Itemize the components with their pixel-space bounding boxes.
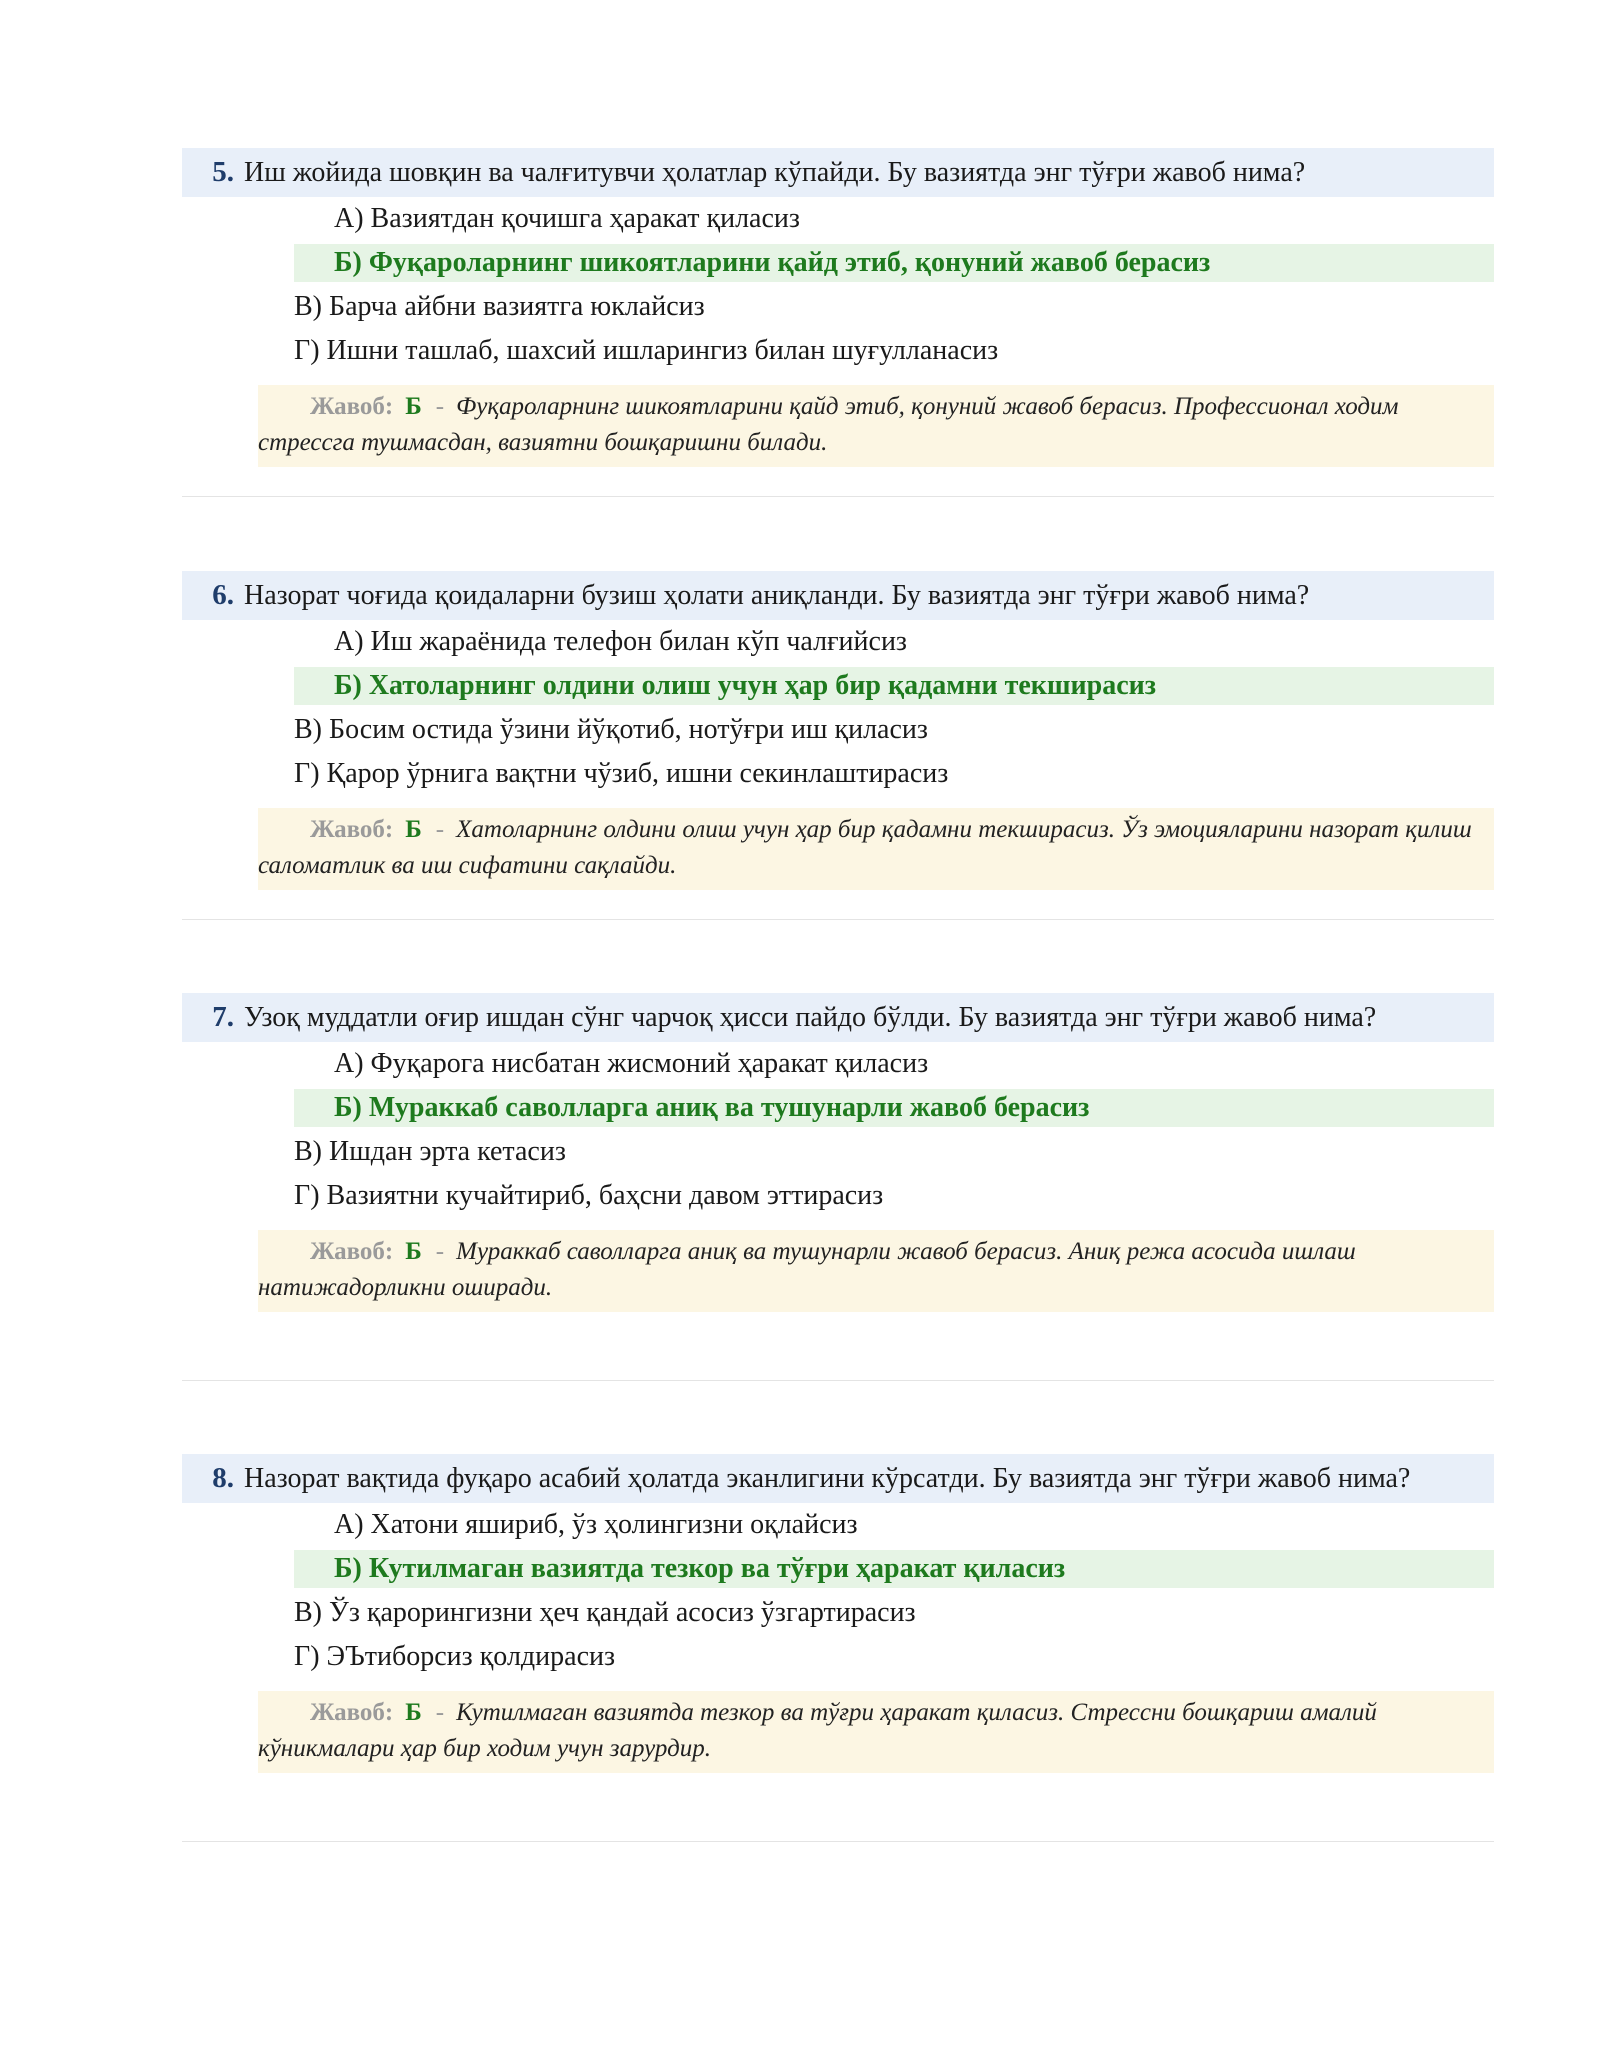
- question-text: Узоқ муддатли оғир ишдан сўнг чарчоқ ҳисси пайдо бўлди. Бу вазиятда энг тўғри жавоб нима?: [244, 1002, 1377, 1033]
- question-number: 8.: [212, 1462, 234, 1494]
- option-c: В) Ўз қарорингизни ҳеч қандай асосиз ўзгартирасиз: [294, 1597, 916, 1628]
- section-divider: [182, 1380, 1494, 1381]
- answer-text: Фуқароларнинг шикоятларини қайд этиб, қонуний жавоб берасиз. Профессионал ходим стрессга тушмасдан, вазиятни бошқаришни билади.: [258, 393, 1399, 456]
- answer-label: Жавоб:: [310, 393, 394, 420]
- option-a: А) Хатони яшириб, ўз ҳолингизни оқлайсиз: [334, 1509, 858, 1540]
- answer-dash: -: [435, 816, 445, 843]
- question-number: 6.: [212, 579, 234, 611]
- answer-text: Мураккаб саволларга аниқ ва тушунарли жавоб берасиз. Аниқ режа асосида ишлаш натижадорликни оширади.: [258, 1238, 1356, 1301]
- answer-box: [258, 1691, 1494, 1773]
- question-text: Иш жойида шовқин ва чалғитувчи ҳолатлар кўпайди. Бу вазиятда энг тўғри жавоб нима?: [244, 157, 1306, 188]
- answer-label: Жавоб:: [310, 1238, 394, 1265]
- question-5: [182, 148, 1494, 467]
- option-a: А) Иш жараёнида телефон билан кўп чалғийсиз: [334, 626, 907, 657]
- question-text: Назорат вақтида фуқаро асабий ҳолатда эканлигини кўрсатди. Бу вазиятда энг тўғри жавоб нима?: [244, 1463, 1411, 1494]
- answer-box: [258, 808, 1494, 890]
- answer-label: Жавоб:: [310, 1699, 394, 1726]
- section-divider: [182, 496, 1494, 497]
- answer-dash: -: [435, 1238, 445, 1265]
- section-divider: [182, 919, 1494, 920]
- question-8: [182, 1454, 1494, 1773]
- option-b-correct: Б) Мураккаб саволларга аниқ ва тушунарли жавоб берасиз: [294, 1089, 1494, 1127]
- option-d: Г) Қарор ўрнига вақтни чўзиб, ишни секинлаштирасиз: [294, 758, 949, 789]
- question-7: [182, 993, 1494, 1312]
- question-number: 5.: [212, 156, 234, 188]
- answer-text: Кутилмаган вазиятда тезкор ва тўғри ҳаракат қиласиз. Стрессни бошқариш амалий кўникмалари ҳар бир ходим учун зарурдир.: [258, 1699, 1377, 1762]
- answer-dash: -: [435, 393, 445, 420]
- answer-letter: Б: [405, 1238, 422, 1265]
- answer-letter: Б: [405, 816, 422, 843]
- option-c: В) Ишдан эрта кетасиз: [294, 1136, 566, 1167]
- option-b-correct: Б) Фуқароларнинг шикоятларини қайд этиб, қонуний жавоб берасиз: [294, 244, 1494, 282]
- answer-dash: -: [435, 1699, 445, 1726]
- question-header: [182, 1454, 1494, 1503]
- answer-text: Хатоларнинг олдини олиш учун ҳар бир қадамни текширасиз. Ўз эмоцияларини назорат қилиш саломатлик ва иш сифатини сақлайди.: [258, 816, 1472, 879]
- question-number: 7.: [212, 1001, 234, 1033]
- option-d: Г) ЭЪтиборсиз қолдирасиз: [294, 1641, 616, 1672]
- option-d: Г) Ишни ташлаб, шахсий ишларингиз билан шуғулланасиз: [294, 335, 999, 366]
- option-b-correct: Б) Кутилмаган вазиятда тезкор ва тўғри ҳаракат қиласиз: [294, 1550, 1494, 1588]
- option-a: А) Фуқарога нисбатан жисмоний ҳаракат қиласиз: [334, 1048, 929, 1079]
- answer-letter: Б: [405, 1699, 422, 1726]
- answer-letter: Б: [405, 393, 422, 420]
- question-text: Назорат чоғида қоидаларни бузиш ҳолати аниқланди. Бу вазиятда энг тўғри жавоб нима?: [244, 580, 1310, 611]
- question-header: [182, 571, 1494, 620]
- option-a: А) Вазиятдан қочишга ҳаракат қиласиз: [334, 203, 800, 234]
- option-d: Г) Вазиятни кучайтириб, баҳсни давом эттирасиз: [294, 1180, 884, 1211]
- question-header: [182, 148, 1494, 197]
- section-divider: [182, 1841, 1494, 1842]
- option-b-correct: Б) Хатоларнинг олдини олиш учун ҳар бир қадамни текширасиз: [294, 667, 1494, 705]
- option-c: В) Босим остида ўзини йўқотиб, нотўғри иш қиласиз: [294, 714, 928, 745]
- answer-box: [258, 385, 1494, 467]
- answer-label: Жавоб:: [310, 816, 394, 843]
- option-c: В) Барча айбни вазиятга юклайсиз: [294, 291, 705, 322]
- answer-box: [258, 1230, 1494, 1312]
- question-6: [182, 571, 1494, 890]
- question-header: [182, 993, 1494, 1042]
